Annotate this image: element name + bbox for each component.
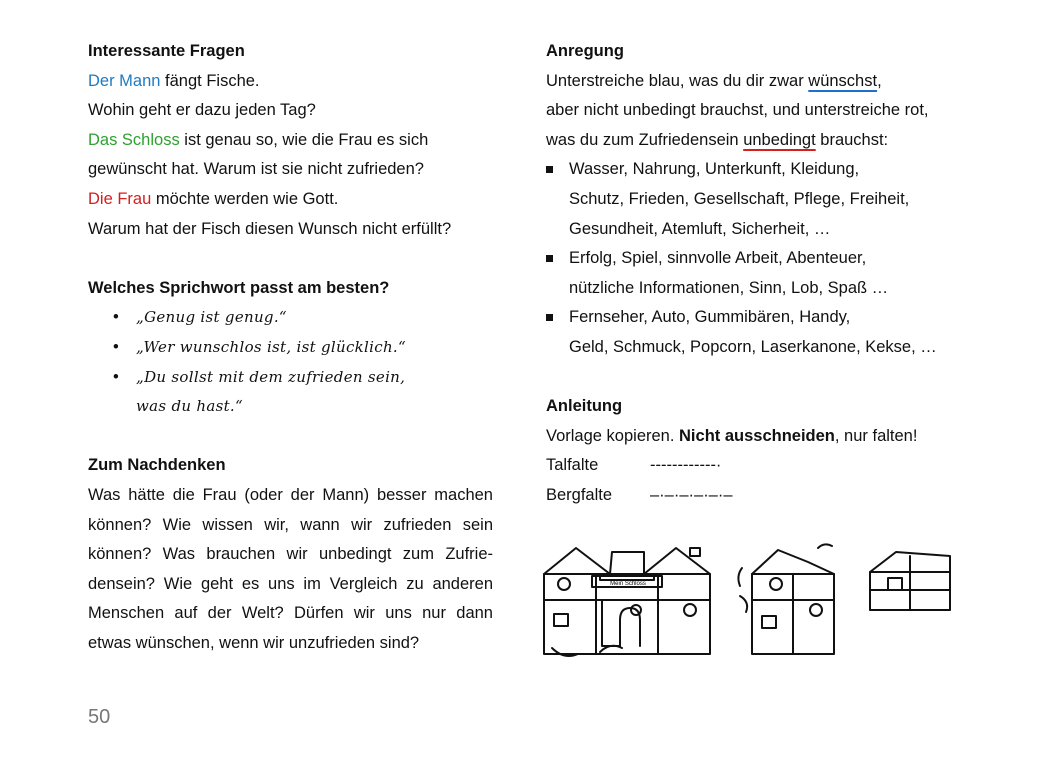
list-item: Wasser, Nahrung, Unterkunft, Kleidung, — [546, 155, 966, 185]
heading-anregung: Anregung — [546, 42, 624, 60]
underlined-word-red: unbedingt — [743, 130, 816, 149]
question-1: Der Mann fängt Fische. — [88, 71, 260, 90]
castle-sheet-unfolded — [544, 548, 710, 656]
instruction-line: Unterstreiche blau, was du dir zwar wünschst, — [546, 71, 882, 90]
instruction-line: was du zum Zufriedensein unbedingt brauchst: — [546, 130, 889, 149]
bullet-icon: • — [113, 337, 119, 356]
paragraph-line: Was hätte die Frau (oder der Mann) besser machen — [88, 485, 493, 504]
square-bullet-icon — [546, 166, 553, 173]
castle-sheet-half-folded — [738, 544, 834, 654]
fold-legend-mountain: Bergfalte –·–·–·–·–·– — [546, 485, 733, 504]
proverb-item: • „Wer wunschlos ist, ist glücklich.“ — [88, 333, 493, 363]
paragraph-line: können? Was brauchen wir unbedingt zum Zufrie- — [88, 545, 493, 564]
spacer — [88, 244, 493, 274]
page-number: 50 — [88, 706, 111, 728]
castle-sign: Mein Schloss — [610, 581, 646, 587]
question-2-line2: gewünscht hat. Warum ist sie nicht zufrieden? — [88, 160, 424, 179]
mountain-fold-line: –·–·–·–·–·– — [650, 485, 733, 504]
instruction-line: Vorlage kopieren. Nicht ausschneiden, nur falten! — [546, 426, 918, 445]
list-item: Fernseher, Auto, Gummibären, Handy, — [546, 303, 966, 333]
heading-interessante-fragen: Interessante Fragen — [88, 42, 245, 60]
paragraph-line: densein? Wie geht es uns im Vergleich zu anderen — [88, 574, 493, 593]
character-castle: Das Schloss — [88, 130, 180, 149]
list-item-continuation: Gesundheit, Atemluft, Sicherheit, … — [569, 219, 831, 238]
square-bullet-icon — [546, 314, 553, 321]
proverb-item: • „Genug ist genug.“ — [88, 303, 493, 333]
paragraph-line: Menschen auf der Welt? Dürfen wir uns nur dann — [88, 604, 493, 623]
question-1-line2: Wohin geht er dazu jeden Tag? — [88, 101, 316, 120]
fold-legend-valley: Talfalte ------------· — [546, 456, 722, 475]
question-3-line2: Warum hat der Fisch diesen Wunsch nicht erfüllt? — [88, 219, 452, 238]
heading-anleitung: Anleitung — [546, 397, 623, 416]
proverb-item: • „Du sollst mit dem zufrieden sein, — [88, 363, 493, 393]
proverb-item-continuation: was du hast.“ — [136, 397, 243, 416]
heading-sprichwort: Welches Sprichwort passt am besten? — [88, 278, 390, 297]
character-man: Der Mann — [88, 71, 161, 90]
list-item-continuation: Geld, Schmuck, Popcorn, Laserkanone, Kekse, … — [569, 337, 937, 356]
square-bullet-icon — [546, 255, 553, 262]
castle-sheet-folded — [870, 552, 950, 610]
list-item: Erfolg, Spiel, sinnvolle Arbeit, Abenteuer, — [546, 244, 966, 274]
paragraph-line: etwas wünschen, wenn wir unzufrieden sind? — [88, 633, 420, 652]
right-column — [546, 37, 966, 511]
question-3: Die Frau möchte werden wie Gott. — [88, 189, 339, 208]
instruction-line: aber nicht unbedingt brauchst, und unterstreiche rot, — [546, 101, 929, 120]
bullet-icon: • — [113, 367, 119, 386]
spacer — [88, 422, 493, 452]
paragraph-line: können? Wie wissen wir, wann wir zufrieden sein — [88, 515, 493, 534]
question-2: Das Schloss ist genau so, wie die Frau es sich — [88, 130, 429, 149]
valley-fold-line: ------------· — [650, 456, 722, 475]
left-column — [88, 37, 493, 658]
bullet-icon: • — [113, 308, 119, 327]
underlined-word-blue: wünschst — [808, 71, 878, 90]
folding-illustration — [540, 538, 960, 668]
character-woman: Die Frau — [88, 189, 152, 208]
spacer — [546, 363, 966, 393]
list-item-continuation: Schutz, Frieden, Gesellschaft, Pflege, Freiheit, — [569, 189, 910, 208]
list-item-continuation: nützliche Informationen, Sinn, Lob, Spaß … — [569, 278, 889, 297]
heading-zum-nachdenken: Zum Nachdenken — [88, 456, 226, 475]
